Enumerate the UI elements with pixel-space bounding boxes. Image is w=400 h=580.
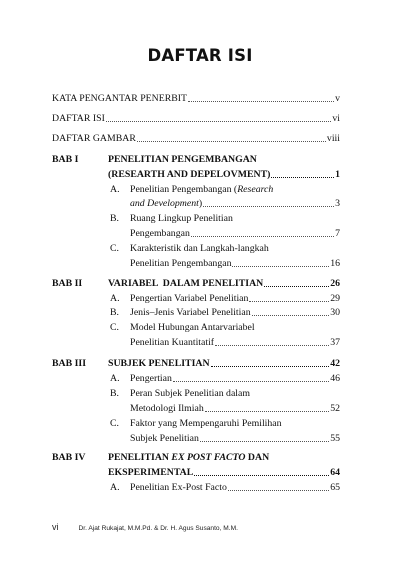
chapter-number: BAB III [52,358,87,369]
dot-leader [205,410,329,412]
dot-leader [211,365,330,367]
dot-leader [191,235,334,237]
page-footer [52,522,238,532]
subsection-entry-1a[interactable] [130,198,340,209]
dot-leader [215,344,329,346]
toc-entry-label: KATA PENGANTAR PENERBIT [52,93,188,104]
subsection-text: Penelitian Pengembangan ( [130,184,238,195]
subsection-page: 46 [330,373,340,384]
toc-entry-page: v [335,93,340,104]
subsection-letter: A. [110,482,120,493]
subsection-letter: B. [110,307,119,318]
subsection-text: Pengertian [130,373,172,384]
subsection-letter: B. [110,388,119,399]
subsection-text: Subjek Penelitian [130,433,199,444]
dot-leader [228,489,329,491]
chapter-page: 26 [330,278,340,289]
toc-entry-label: DAFTAR GAMBAR [52,133,136,144]
subsection-letter: C. [110,418,119,429]
footer-authors: Dr. Ajat Rukajat, M.M.Pd. & Dr. H. Agus Susanto, M.M. [78,525,238,532]
subsection-text: Jenis–Jenis Variabel Penelitian [130,307,251,318]
chapter-title-text: EKSPERIMENTAL [108,467,194,478]
subsection-page: 16 [330,258,340,269]
dot-leader [249,300,329,302]
subsection-line [130,388,250,399]
subsection-text: Penelitian Pengembangan [130,258,232,269]
chapter-entry-bab-2[interactable] [108,278,340,289]
dot-leader [194,474,329,476]
subsection-text: ) [198,198,203,209]
dot-leader [252,314,330,316]
subsection-entry-2b[interactable] [130,307,340,318]
chapter-entry-bab-3[interactable] [108,358,340,369]
subsection-entry-1b[interactable] [130,228,340,239]
dot-leader [203,205,334,207]
subsection-line [130,243,269,254]
dot-leader [271,176,334,178]
subsection-entry-2c[interactable] [130,337,340,348]
subsection-letter: C. [110,243,119,254]
subsection-line [130,184,273,195]
subsection-text: Pengertian Variabel Penelitian [130,293,249,304]
chapter-page: 1 [335,169,340,180]
subsection-page: 7 [335,228,340,239]
toc-entry-daftar-isi[interactable] [52,113,340,124]
subsection-line [130,213,233,224]
chapter-title-italic: EX POST FACTO [171,452,246,463]
subsection-text: Karakteristik dan Langkah-langkah [130,243,269,254]
subsection-page: 65 [330,482,340,493]
subsection-letter: A. [110,373,120,384]
chapter-number: BAB IV [52,452,86,463]
chapter-page: 42 [330,358,340,369]
toc-entry-kata-pengantar[interactable] [52,93,340,104]
subsection-line [130,322,255,333]
chapter-title-text: VARIABEL DALAM PENELITIAN [108,278,264,289]
subsection-entry-1c[interactable] [130,258,340,269]
chapter-title-text: PENELITIAN PENGEMBANGAN [108,154,257,165]
chapter-entry-bab-1[interactable] [108,169,340,180]
dot-leader [264,285,329,287]
chapter-number: BAB II [52,278,83,289]
subsection-text-italic: Research [237,184,274,195]
subsection-text: Faktor yang Mempengaruhi Pemilihan [130,418,282,429]
subsection-text: Pengembangan [130,228,190,239]
chapter-entry-bab-4[interactable] [108,467,340,478]
subsection-entry-3a[interactable] [130,373,340,384]
toc-entry-label: DAFTAR ISI [52,113,105,124]
dot-leader [173,380,329,382]
dot-leader [137,140,326,142]
subsection-page: 29 [330,293,340,304]
subsection-text: Peran Subjek Penelitian dalam [130,388,250,399]
toc-entry-daftar-gambar[interactable] [52,133,340,144]
subsection-letter: B. [110,213,119,224]
toc-entry-page: viii [326,133,340,144]
subsection-letter: A. [110,293,120,304]
subsection-entry-3b[interactable] [130,403,340,414]
page-title: DAFTAR ISI [147,46,253,65]
subsection-text: Metodologi Ilmiah [130,403,204,414]
chapter-title-text: SUBJEK PENELITIAN [108,358,210,369]
subsection-text: Penelitian Ex-Post Facto [130,482,227,493]
chapter-title-text: DAN [245,452,270,463]
chapter-title-text: PENELITIAN [108,452,172,463]
dot-leader [232,265,329,267]
toc-entry-page: vi [332,113,340,124]
subsection-page: 30 [330,307,340,318]
subsection-text: Ruang Lingkup Penelitian [130,213,233,224]
subsection-text: Model Hubungan Antarvariabel [130,322,255,333]
subsection-page: 3 [335,198,340,209]
chapter-page: 64 [330,467,340,478]
subsection-entry-4a[interactable] [130,482,340,493]
subsection-text: Penelitian Kuantitatif [130,337,215,348]
dot-leader [200,440,329,442]
footer-page-number: vi [52,522,59,532]
subsection-page: 37 [330,337,340,348]
subsection-letter: A. [110,184,120,195]
chapter-title-text: (RESEARTH AND DEPELOVMENT) [108,169,271,180]
subsection-letter: C. [110,322,119,333]
chapter-title-line [108,452,269,463]
chapter-title-line [108,154,257,165]
subsection-page: 55 [330,433,340,444]
dot-leader [106,120,332,122]
chapter-number: BAB I [52,154,79,165]
dot-leader [188,100,334,102]
subsection-entry-2a[interactable] [130,293,340,304]
subsection-entry-3c[interactable] [130,433,340,444]
subsection-text-italic: and Development [130,198,199,209]
subsection-page: 52 [330,403,340,414]
subsection-line [130,418,282,429]
